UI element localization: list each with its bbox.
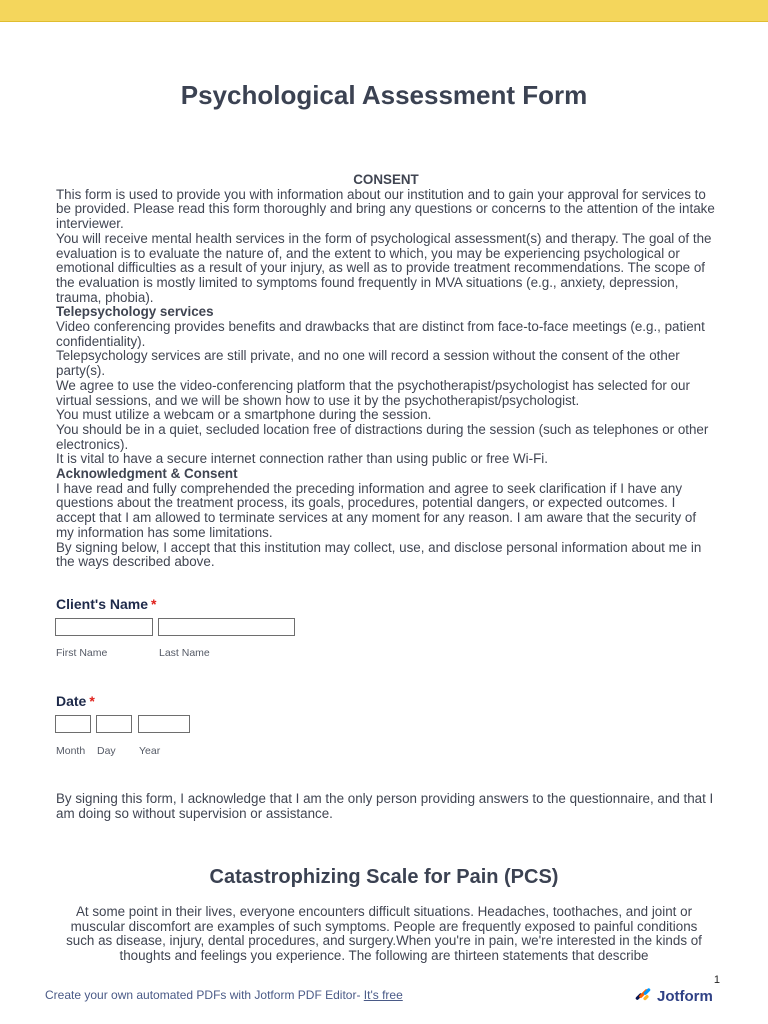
pcs-intro-text: At some point in their lives, everyone encounters difficult situations. Headaches, toothaches, and joint or muscular discomfort are examples of such symptoms. People are frequently exposed to painful conditions such as disease, injury, dental procedures, and surgery.When you're in pain, we're interested in the kinds of thoughts and feelings you experience. The following are thirteen statements that describe bbox=[66, 905, 702, 963]
consent-paragraph: By signing below, I accept that this institution may collect, use, and disclose personal information about me in the ways described above. bbox=[56, 539, 702, 570]
consent-paragraph: Telepsychology services are still private, and no one will record a session without the consent of the other party(s). bbox=[56, 348, 680, 379]
top-banner bbox=[0, 0, 768, 22]
its-free-link[interactable]: It's free bbox=[363, 988, 403, 1002]
date-label-text: Date bbox=[56, 693, 87, 709]
page-title: Psychological Assessment Form bbox=[180, 80, 588, 110]
consent-paragraph: You should be in a quiet, secluded location free of distractions during the session (such as telephones or other electronics). bbox=[56, 421, 709, 452]
footer-promo bbox=[45, 988, 403, 1002]
year-sublabel: Year bbox=[139, 745, 161, 757]
client-name-label bbox=[56, 596, 156, 612]
page-number: 1 bbox=[713, 974, 720, 986]
consent-paragraph: Video conferencing provides benefits and drawbacks that are distinct from face-to-face meetings (e.g., patient confidentiality). bbox=[56, 319, 705, 349]
last-name-sublabel: Last Name bbox=[159, 647, 210, 659]
consent-section bbox=[56, 173, 716, 570]
jotform-brand-name: Jotform bbox=[657, 988, 713, 1005]
consent-paragraph: You will receive mental health services in the form of psychological assessment(s) and therapy. The goal of the evaluation is to evaluate the nature of, and the extent to which, you may be experiencing psychological or emotional difficulties as a result of your injury, as well as to provide treatment recommendations. The scope of the evaluation is mostly limited to symptoms found frequently in MVA situations (e.g., anxiety, depression, trauma, phobia). bbox=[56, 230, 712, 305]
consent-heading: CONSENT bbox=[353, 172, 419, 187]
consent-paragraph: I have read and fully comprehended the preceding information and agree to seek clarification if I have any questions about the treatment process, its goals, procedures, potential dangers, or expected outcomes. I accept that I am allowed to terminate services at any moment for any reason. I am aware that the security of my information has some limitations. bbox=[56, 480, 697, 540]
client-name-label-text: Client's Name bbox=[56, 596, 149, 612]
jotform-logo-icon bbox=[634, 986, 652, 1007]
required-mark: * bbox=[89, 693, 95, 709]
first-name-input[interactable] bbox=[55, 618, 153, 636]
required-mark: * bbox=[151, 596, 157, 612]
consent-paragraph: You must utilize a webcam or a smartphone during the session. bbox=[56, 407, 432, 423]
consent-paragraph: We agree to use the video-conferencing platform that the psychotherapist/psychologist has selected for our virtual sessions, and we will be shown how to use it by the psychotherapist/psychologist. bbox=[56, 377, 690, 408]
last-name-input[interactable] bbox=[158, 618, 295, 636]
day-sublabel: Day bbox=[97, 745, 116, 757]
month-input[interactable] bbox=[55, 715, 91, 733]
telepsychology-heading: Telepsychology services bbox=[56, 304, 214, 320]
jotform-brand[interactable] bbox=[634, 986, 713, 1007]
year-input[interactable] bbox=[138, 715, 190, 733]
date-label bbox=[56, 693, 95, 709]
consent-paragraph: It is vital to have a secure internet connection rather than using public or free Wi-Fi. bbox=[56, 451, 548, 467]
footer-promo-text: Create your own automated PDFs with Jotform PDF Editor- bbox=[45, 988, 364, 1002]
first-name-sublabel: First Name bbox=[56, 647, 108, 659]
day-input[interactable] bbox=[96, 715, 132, 733]
month-sublabel: Month bbox=[56, 745, 86, 757]
pcs-title: Catastrophizing Scale for Pain (PCS) bbox=[209, 866, 559, 888]
acknowledgement-text: By signing this form, I acknowledge that I am the only person providing answers to the questionnaire, and that I am doing so without supervision or assistance. bbox=[56, 791, 714, 821]
consent-paragraph: This form is used to provide you with information about our institution and to gain your approval for services to be provided. Please read this form thoroughly and bring any questions or concerns to the attention of the intake interviewer. bbox=[56, 186, 715, 232]
acknowledgment-heading: Acknowledgment & Consent bbox=[56, 466, 238, 482]
